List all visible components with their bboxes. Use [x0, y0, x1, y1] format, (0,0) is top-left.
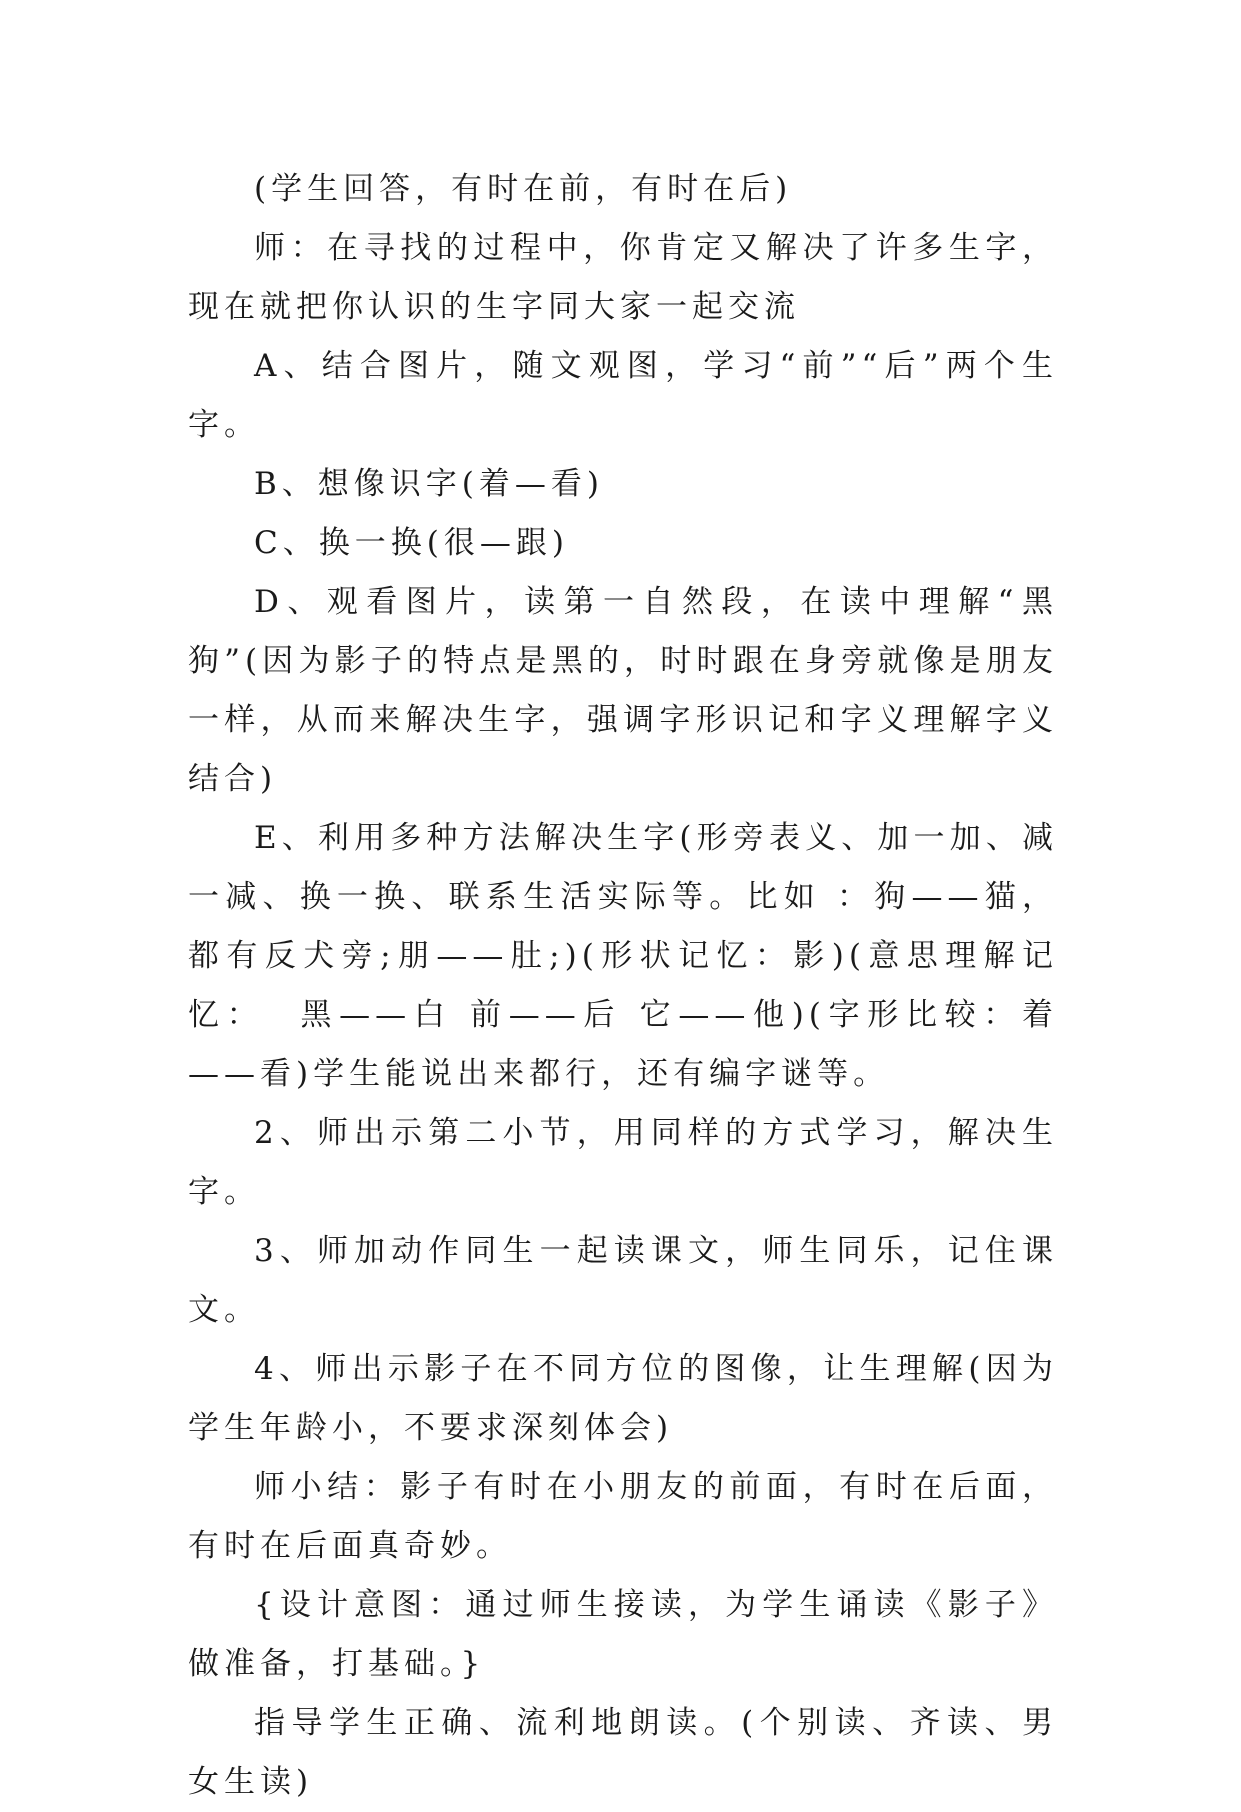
- paragraph-teacher-summary: 师小结：影子有时在小朋友的前面，有时在后面，有时在后面真奇妙。: [188, 1469, 1058, 1564]
- paragraph-design-intent: {设计意图：通过师生接读，为学生诵读《影子》做准备，打基础。}: [188, 1587, 1058, 1682]
- paragraph-item-b: B、想像识字(着—看): [254, 466, 604, 502]
- paragraph-item-c: C、换一换(很—跟): [254, 525, 569, 561]
- document-body: [188, 160, 1058, 1812]
- paragraph-teacher-exchange: 师：在寻找的过程中，你肯定又解决了许多生字，现在就把你认识的生字同大家一起交流: [188, 230, 1058, 325]
- paragraph-item-d: D、观看图片，读第一自然段，在读中理解“黑狗”(因为影子的特点是黑的，时时跟在身旁就像是朋友一样，从而来解决生字，强调字形识记和字义理解字义结合): [188, 584, 1058, 797]
- paragraph-step-4: 4、师出示影子在不同方位的图像，让生理解(因为学生年龄小，不要求深刻体会): [188, 1351, 1058, 1446]
- paragraph-reading-guidance: 指导学生正确、流利地朗读。(个别读、齐读、男女生读): [188, 1705, 1058, 1800]
- paragraph-item-e: E、利用多种方法解决生字(形旁表义、加一加、减一减、换一换、联系生活实际等。比如 ：狗——猫，都有反犬旁;朋——肚;)(形状记忆：影)(意思理解记忆： 黑——白 前——后 它——他)(字形比较：着——看)学生能说出来都行，还有编字谜等。: [188, 820, 1058, 1092]
- paragraph-step-2: 2、师出示第二小节，用同样的方式学习，解决生字。: [188, 1115, 1058, 1210]
- paragraph-item-a: A、结合图片，随文观图，学习“前”“后”两个生字。: [188, 348, 1058, 443]
- paragraph-step-3: 3、师加动作同生一起读课文，师生同乐，记住课文。: [188, 1233, 1058, 1328]
- paragraph-student-answer: (学生回答，有时在前，有时在后): [254, 171, 793, 207]
